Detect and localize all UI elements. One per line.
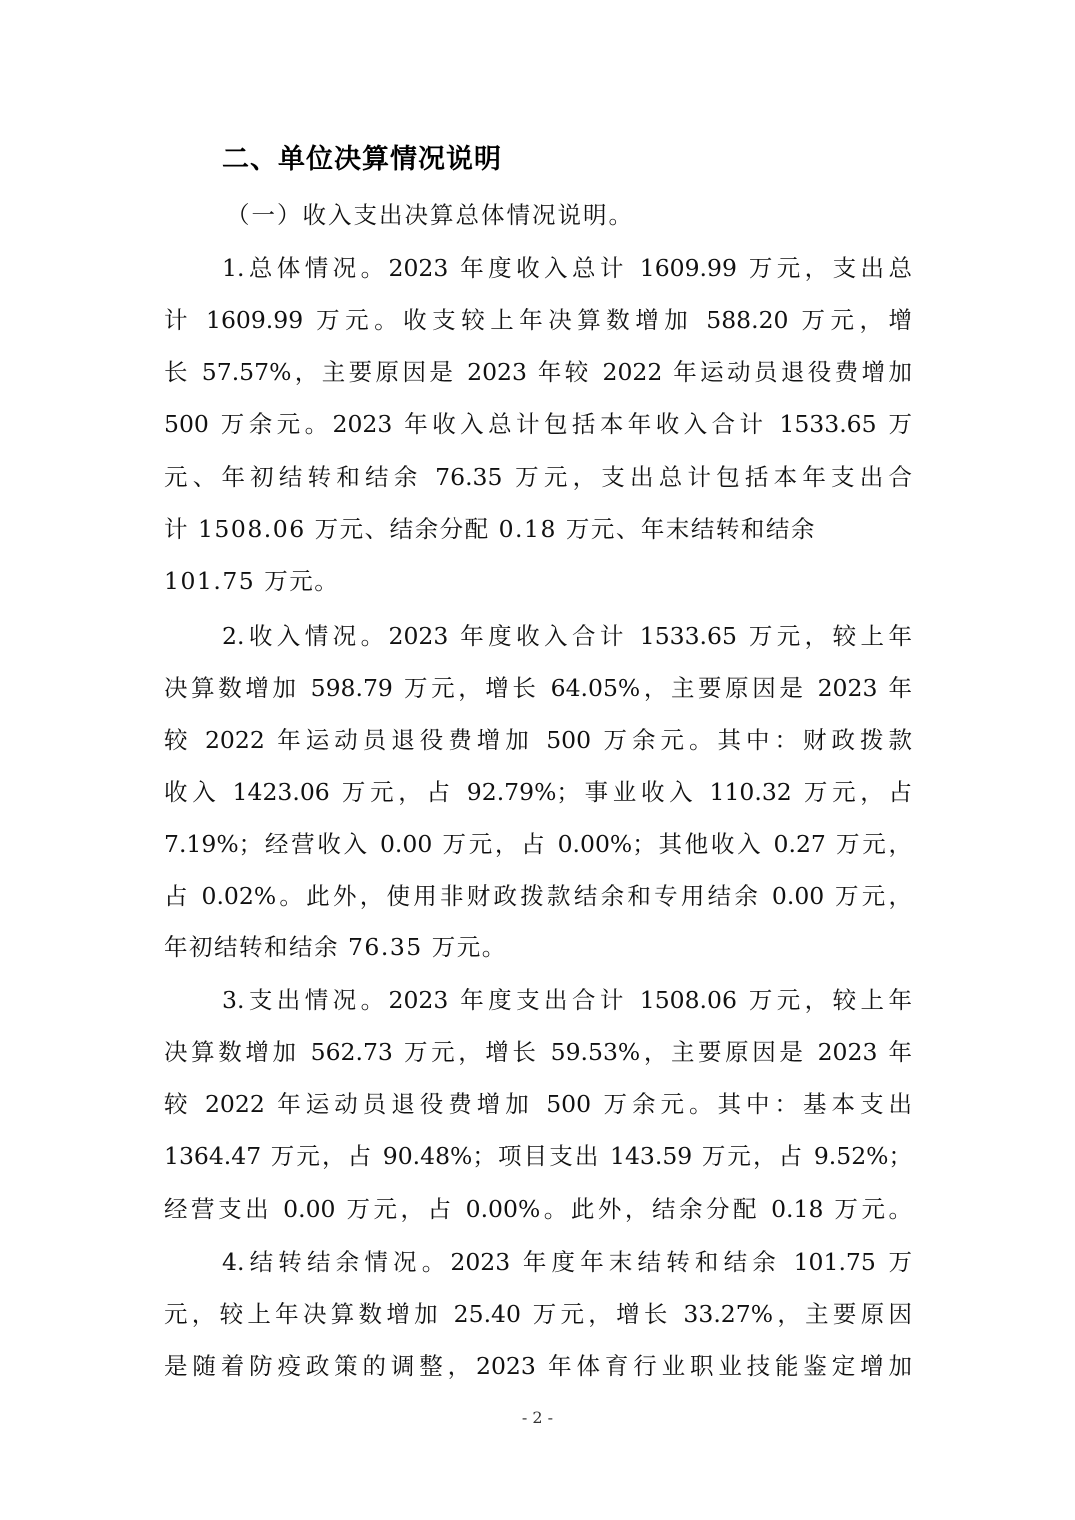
paragraph-line: 1.总体情况。2023 年度收入总计 1609.99 万元，支出总 bbox=[222, 254, 912, 282]
paragraph-line: 长 57.57%，主要原因是 2023 年较 2022 年运动员退役费增加 bbox=[164, 358, 912, 386]
paragraph-line: 7.19%；经营收入 0.00 万元，占 0.00%；其他收入 0.27 万元， bbox=[164, 830, 912, 858]
page-number: - 2 - bbox=[521, 1408, 554, 1427]
paragraph-line: 是随着防疫政策的调整，2023 年体育行业职业技能鉴定增加 bbox=[164, 1352, 912, 1380]
paragraph-line: 计 1609.99 万元。收支较上年决算数增加 588.20 万元，增 bbox=[164, 306, 912, 334]
paragraph-line: 1364.47 万元，占 90.48%；项目支出 143.59 万元，占 9.52%； bbox=[164, 1142, 912, 1170]
paragraph-line: 101.75 万元。 bbox=[164, 567, 340, 595]
subsection-title: （一）收入支出决算总体情况说明。 bbox=[226, 201, 634, 229]
paragraph-line: 较 2022 年运动员退役费增加 500 万余元。其中：财政拨款 bbox=[164, 726, 912, 754]
paragraph-line: 元、年初结转和结余 76.35 万元，支出总计包括本年支出合 bbox=[164, 463, 912, 491]
paragraph-line: 收入 1423.06 万元，占 92.79%；事业收入 110.32 万元，占 bbox=[164, 778, 912, 806]
paragraph-line: 元，较上年决算数增加 25.40 万元，增长 33.27%，主要原因 bbox=[164, 1300, 912, 1328]
paragraph-line: 经营支出 0.00 万元，占 0.00%。此外，结余分配 0.18 万元。 bbox=[164, 1195, 912, 1223]
paragraph-line: 较 2022 年运动员退役费增加 500 万余元。其中：基本支出 bbox=[164, 1090, 912, 1118]
paragraph-line: 500 万余元。2023 年收入总计包括本年收入合计 1533.65 万 bbox=[164, 410, 912, 438]
section-title: 二、单位决算情况说明 bbox=[222, 144, 502, 175]
paragraph-line: 年初结转和结余 76.35 万元。 bbox=[164, 933, 507, 961]
paragraph-line: 4.结转结余情况。2023 年度年末结转和结余 101.75 万 bbox=[222, 1248, 912, 1276]
paragraph-line: 决算数增加 598.79 万元，增长 64.05%，主要原因是 2023 年 bbox=[164, 674, 912, 702]
paragraph-line: 计 1508.06 万元、结余分配 0.18 万元、年末结转和结余 bbox=[164, 515, 816, 543]
paragraph-line: 2.收入情况。2023 年度收入合计 1533.65 万元，较上年 bbox=[222, 622, 912, 650]
paragraph-line: 3.支出情况。2023 年度支出合计 1508.06 万元，较上年 bbox=[222, 986, 912, 1014]
paragraph-line: 占 0.02%。此外，使用非财政拨款结余和专用结余 0.00 万元， bbox=[164, 882, 912, 910]
paragraph-line: 决算数增加 562.73 万元，增长 59.53%，主要原因是 2023 年 bbox=[164, 1038, 912, 1066]
